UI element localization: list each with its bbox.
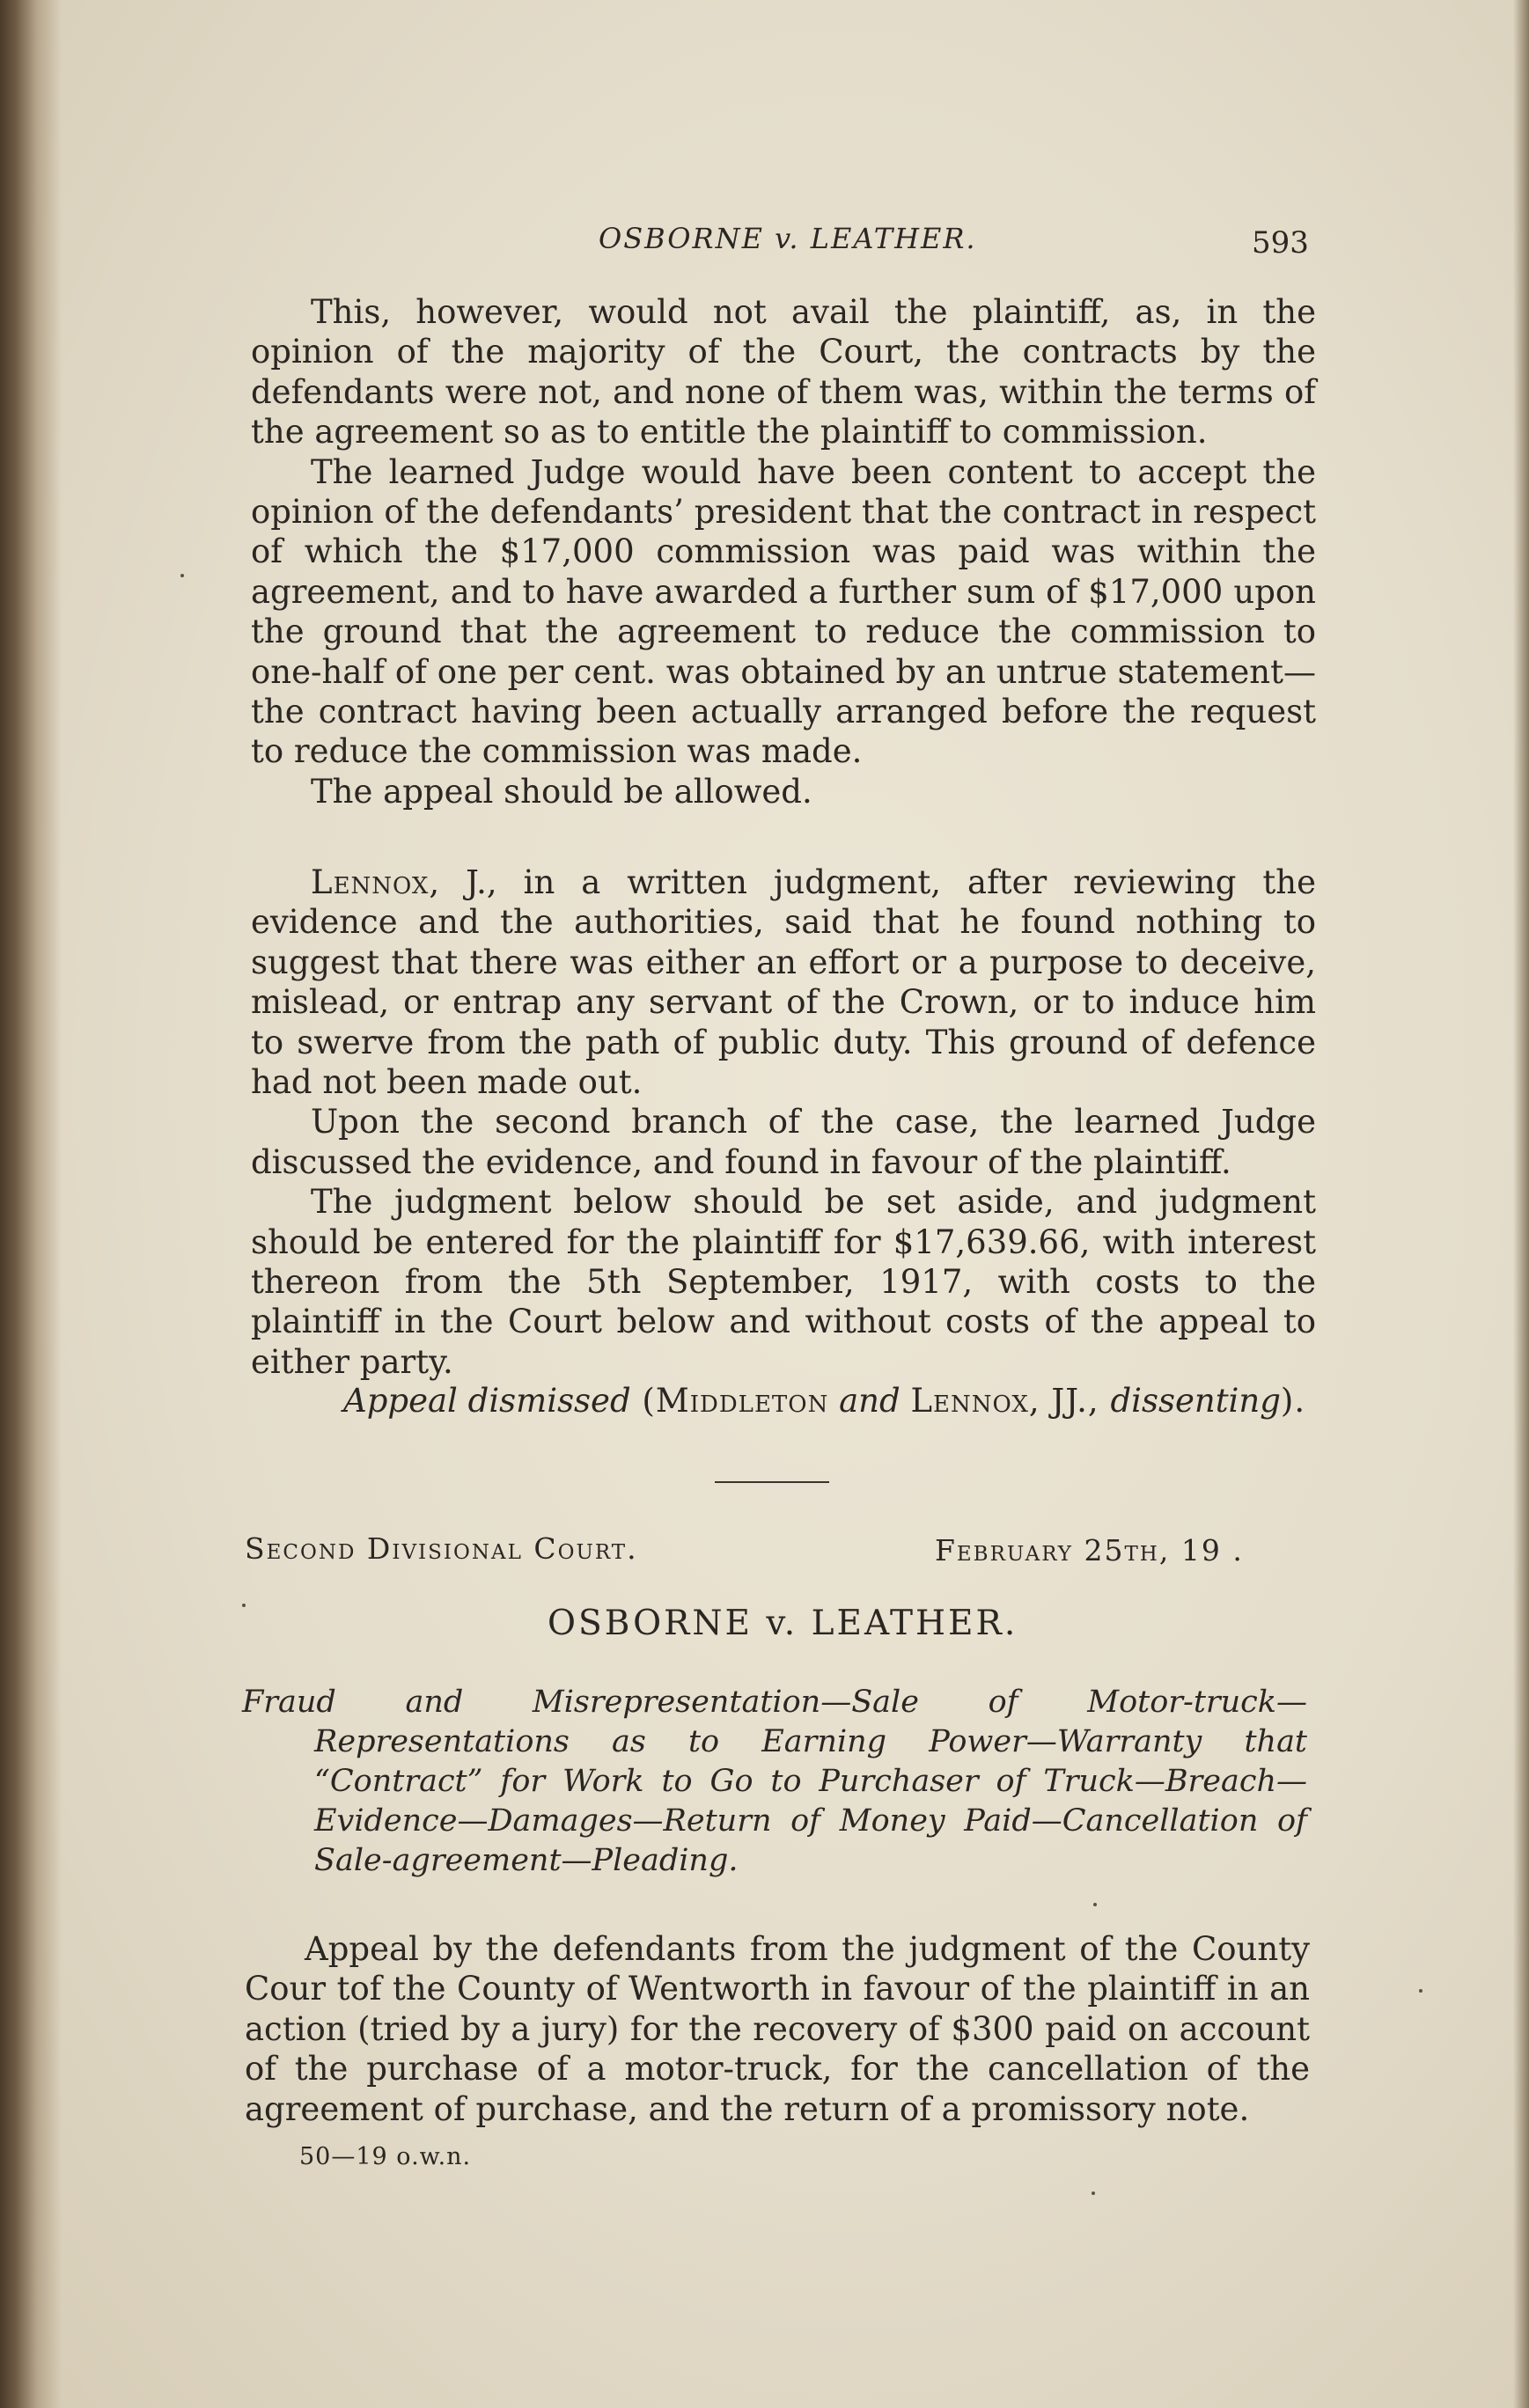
judge-name: Lennox [311,863,430,901]
disposition-dissenting: dissenting [1110,1382,1281,1420]
paragraph: The learned Judge would have been content to accept the opinion of the defendants’ president that the contract in respect of which the $17,000 commission was paid was within the agreement, and to have awarded a further sum of $17,000 upon the ground that the agreement to reduce the commission to one-half of one per cent. was obtained by an untrue statement—the contract having been actually arranged before the request to reduce the commission was made. [251,452,1316,771]
opinion-continuation [251,292,1316,811]
paper-speck [1093,1903,1097,1906]
disposition-judge: Lennox [910,1382,1029,1420]
lennox-judgment [251,863,1316,1382]
disposition-jj: , JJ., [1028,1382,1111,1420]
disposition-judge: Middleton [655,1382,829,1420]
signature-mark: 50—19 o.w.n. [299,2143,472,2170]
paper-speck [242,1604,246,1607]
paragraph: Upon the second branch of the case, the learned Judge discussed the evidence, and found in favour of the plaintiff. [251,1103,1316,1181]
case-title: OSBORNE v. LEATHER. [548,1604,1018,1643]
paragraph [251,863,1316,1102]
section-divider [715,1481,829,1483]
paper-speck [180,574,184,577]
running-head: OSBORNE v. LEATHER. [599,222,977,255]
paper-speck [1419,1989,1422,1993]
disposition-close: ). [1280,1382,1306,1420]
paragraph: This, however, would not avail the plaintiff, as, in the opinion of the majority of the Court, the contracts by the defendants were not, and none of them was, within the terms of the agreement so as to entitle the plaintiff to commission. [251,293,1316,452]
paragraph: The judgment below should be set aside, and judgment should be entered for the plaintiff for $17,639.66, with interest thereon from the 5th September, 1917, with costs to the plaintiff in the Court below and without costs of the appeal to either party. [251,1183,1316,1381]
disposition [343,1382,1305,1420]
paper-speck [1092,2191,1095,2195]
paragraph-text: , J., in a written judgment, after reviewing the evidence and the authorities, said that he found nothing to suggest that there was either an effort or a purpose to deceive, mislead, or entrap any servant of the Crown, or to induce him to swerve from the path of public duty. This ground of defence had not been made out. [251,863,1316,1102]
disposition-paren: ( [630,1382,656,1420]
headnote: Fraud and Misrepresentation—Sale of Motor-truck—Representations as to Earning Power—Warranty that “Contract” for Work to Go to Purchaser of Truck—Breach—Evidence—Damages—Return of Money Paid—Cancellation of Sale-agreement—Pleading. [242,1685,1307,1878]
case-date: February 25th, 19 . [935,1533,1244,1567]
paragraph: The appeal should be allowed. [311,772,812,811]
page-edge-shadow [1513,0,1529,2408]
court-name: Second Divisional Court. [245,1531,638,1566]
appeal-intro: Appeal by the defendants from the judgment of the County Cour tof the County of Wentworth in favour of the plaintiff in an action (tried by a jury) for the recovery of $300 paid on account of the purchase of a motor-truck, for the cancellation of the agreement of purchase, and the return of a promissory note. [245,1930,1310,2128]
page-number: 593 [1252,225,1309,261]
page-gutter-shadow [0,0,62,2408]
disposition-and: and [828,1382,911,1420]
disposition-result: Appeal dismissed [343,1382,631,1420]
